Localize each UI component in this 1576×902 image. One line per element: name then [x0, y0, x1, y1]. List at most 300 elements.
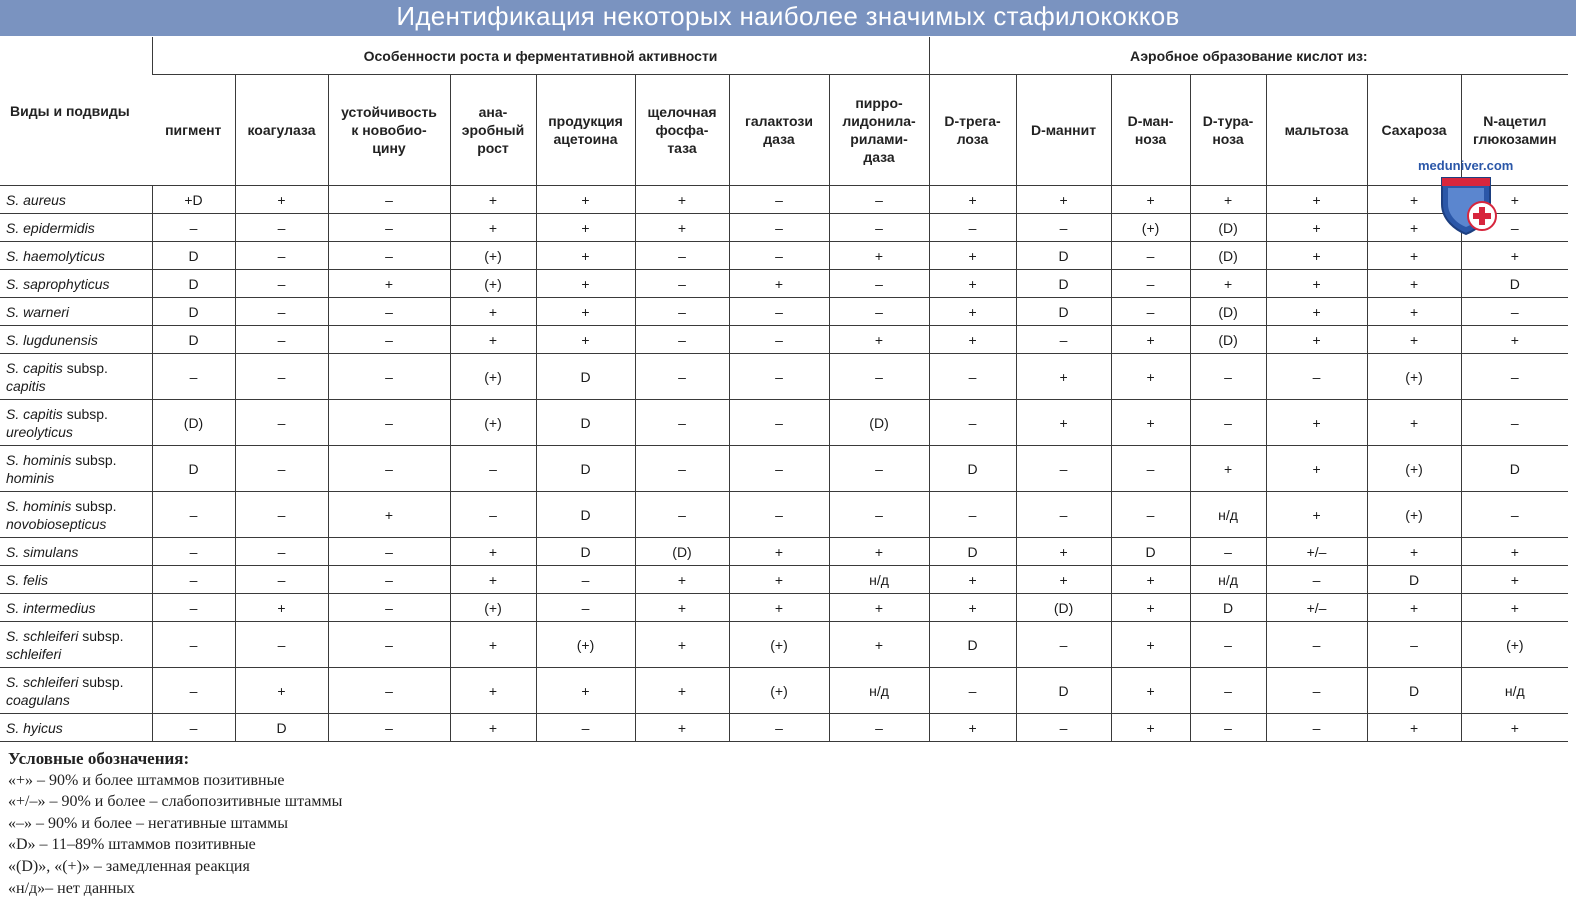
table-cell: + — [929, 594, 1016, 622]
table-cell: + — [729, 594, 829, 622]
column-header-line: лоза — [956, 131, 989, 147]
species-name-cell — [0, 400, 152, 446]
table-cell: + — [450, 186, 536, 214]
table-cell: +/– — [1266, 594, 1367, 622]
table-cell: – — [328, 668, 450, 714]
table-cell: – — [1461, 492, 1568, 538]
table-cell: + — [536, 242, 635, 270]
table-cell: – — [829, 214, 929, 242]
table-cell: + — [1111, 566, 1190, 594]
table-cell: + — [235, 594, 328, 622]
table-cell: D — [536, 538, 635, 566]
table-cell: D — [1016, 668, 1111, 714]
table-cell: + — [1461, 538, 1568, 566]
table-cell: – — [235, 492, 328, 538]
column-header-line: ноза — [1212, 131, 1244, 147]
table-cell: + — [829, 538, 929, 566]
table-cell: – — [1461, 298, 1568, 326]
table-cell: + — [450, 566, 536, 594]
species-name-cell — [0, 270, 152, 298]
table-cell: D — [152, 270, 235, 298]
table-cell: – — [829, 270, 929, 298]
table-cell: + — [929, 714, 1016, 742]
species-name-cell — [0, 594, 152, 622]
table-cell: + — [536, 668, 635, 714]
table-cell: – — [729, 214, 829, 242]
table-cell: D — [152, 298, 235, 326]
table-cell: – — [929, 492, 1016, 538]
table-cell: + — [1367, 538, 1461, 566]
table-cell: – — [1190, 714, 1266, 742]
table-cell: – — [328, 566, 450, 594]
table-cell: D — [1367, 566, 1461, 594]
table-cell: – — [1367, 622, 1461, 668]
table-cell: – — [929, 400, 1016, 446]
growth-group-header: Особенности роста и ферментативной активности — [152, 37, 929, 75]
table-cell: (+) — [1367, 354, 1461, 400]
table-cell: + — [1461, 714, 1568, 742]
species-name-cell — [0, 714, 152, 742]
subspecies-marker: subsp. — [75, 497, 117, 514]
species-name: S. haemolyticus — [6, 247, 105, 264]
column-header-line: D-тура- — [1202, 113, 1254, 129]
table-cell: D — [1367, 668, 1461, 714]
table-cell: – — [328, 446, 450, 492]
table-cell: – — [1016, 492, 1111, 538]
species-name-cell — [0, 566, 152, 594]
column-header — [152, 75, 235, 186]
page-title-banner — [0, 0, 1576, 36]
table-cell: – — [235, 270, 328, 298]
species-name-cell — [0, 668, 152, 714]
column-header — [635, 75, 729, 186]
table-cell: (D) — [635, 538, 729, 566]
column-header — [536, 75, 635, 186]
table-cell: (+) — [450, 242, 536, 270]
legend-line: «+/–» – 90% и более – слабопозитивные штаммы — [8, 793, 343, 811]
table-cell: – — [1016, 714, 1111, 742]
table-cell: + — [829, 622, 929, 668]
table-cell: +/– — [1266, 538, 1367, 566]
table-cell: + — [635, 668, 729, 714]
table-cell: – — [729, 298, 829, 326]
table-cell: (D) — [1190, 298, 1266, 326]
subspecies-marker: subsp. — [66, 405, 108, 422]
table-row — [0, 242, 1568, 270]
species-name: S. capitis — [6, 405, 63, 422]
table-cell: + — [1367, 298, 1461, 326]
table-cell: + — [1016, 186, 1111, 214]
species-name: S. aureus — [6, 191, 66, 208]
table-cell: + — [635, 594, 729, 622]
table-cell: – — [235, 446, 328, 492]
species-name: S. epidermidis — [6, 219, 95, 236]
table-cell: + — [1111, 326, 1190, 354]
table-cell: – — [729, 492, 829, 538]
subspecies-name: coagulans — [6, 691, 70, 708]
table-cell: D — [536, 492, 635, 538]
subspecies-marker: subsp. — [75, 451, 117, 468]
table-row — [0, 354, 1568, 400]
table-row — [0, 668, 1568, 714]
column-header-line: устойчивость — [341, 104, 437, 120]
table-cell: + — [729, 566, 829, 594]
table-cell: + — [1016, 538, 1111, 566]
table-row — [0, 186, 1568, 214]
table-cell: + — [1266, 400, 1367, 446]
table-cell: + — [635, 566, 729, 594]
staphylococci-table — [0, 37, 1568, 742]
table-cell: – — [1190, 538, 1266, 566]
table-cell: – — [328, 298, 450, 326]
table-cell: – — [536, 594, 635, 622]
table-cell: + — [1111, 714, 1190, 742]
table-cell: – — [1111, 492, 1190, 538]
table-cell: – — [729, 242, 829, 270]
subspecies-name: capitis — [6, 377, 46, 394]
column-header-line: D-маннит — [1030, 122, 1097, 138]
table-cell: (+) — [1111, 214, 1190, 242]
table-cell: + — [450, 714, 536, 742]
table-cell: D — [536, 400, 635, 446]
species-name: S. felis — [6, 571, 49, 588]
table-cell: (D) — [1190, 326, 1266, 354]
table-row — [0, 326, 1568, 354]
table-cell: (+) — [1367, 446, 1461, 492]
table-cell: – — [729, 400, 829, 446]
table-cell: D — [536, 446, 635, 492]
table-cell: + — [536, 298, 635, 326]
table-cell: – — [829, 492, 929, 538]
species-name-cell — [0, 214, 152, 242]
table-cell: – — [328, 714, 450, 742]
column-header-line: рост — [477, 140, 509, 156]
table-cell: – — [235, 566, 328, 594]
legend — [8, 748, 342, 899]
column-header-line: N-ацетил — [1483, 113, 1547, 129]
table-cell: – — [829, 298, 929, 326]
column-header-line: коагулаза — [247, 122, 316, 138]
table-cell: – — [328, 354, 450, 400]
table-cell: + — [635, 186, 729, 214]
column-header-line: фосфа- — [655, 122, 709, 138]
column-header-line: D-ман- — [1127, 113, 1174, 129]
table-cell: н/д — [1461, 668, 1568, 714]
species-name-cell — [0, 354, 152, 400]
table-cell: + — [1111, 400, 1190, 446]
column-header — [1190, 75, 1266, 186]
table-cell: + — [829, 242, 929, 270]
table-cell: – — [235, 538, 328, 566]
table-cell: + — [1266, 214, 1367, 242]
table-cell: + — [1016, 354, 1111, 400]
column-header — [829, 75, 929, 186]
table-cell: (+) — [729, 622, 829, 668]
table-cell: D — [929, 622, 1016, 668]
table-cell: – — [235, 326, 328, 354]
page-title: Идентификация некоторых наиболее значимых стафилококков — [396, 1, 1180, 31]
table-cell: + — [1266, 298, 1367, 326]
table-cell: (+) — [729, 668, 829, 714]
column-header — [1266, 75, 1367, 186]
column-header-line: даза — [763, 131, 795, 147]
table-cell: + — [1367, 186, 1461, 214]
species-name-cell — [0, 538, 152, 566]
table-cell: – — [829, 354, 929, 400]
shield-cross-icon — [1438, 174, 1508, 238]
species-name-cell — [0, 242, 152, 270]
table-cell: + — [1266, 270, 1367, 298]
table-cell: – — [729, 326, 829, 354]
table-cell: + — [1461, 566, 1568, 594]
column-header-line: продукция — [548, 113, 623, 129]
table-cell: н/д — [829, 668, 929, 714]
table-cell: – — [1266, 714, 1367, 742]
table-cell: + — [1266, 326, 1367, 354]
table-cell: – — [635, 242, 729, 270]
table-cell: – — [152, 594, 235, 622]
table-cell: н/д — [1190, 492, 1266, 538]
table-cell: + — [1016, 400, 1111, 446]
table-cell: – — [235, 400, 328, 446]
table-cell: – — [1266, 668, 1367, 714]
table-cell: D — [1111, 538, 1190, 566]
table-cell: + — [1266, 492, 1367, 538]
table-cell: D — [235, 714, 328, 742]
table-cell: – — [235, 298, 328, 326]
column-header — [1111, 75, 1190, 186]
subspecies-marker: subsp. — [66, 359, 108, 376]
table-cell: н/д — [1190, 566, 1266, 594]
table-cell: + — [328, 270, 450, 298]
table-cell: – — [536, 566, 635, 594]
table-cell: – — [729, 446, 829, 492]
table-cell: – — [328, 214, 450, 242]
table-cell: (+) — [536, 622, 635, 668]
table-cell: + — [1111, 668, 1190, 714]
table-cell: – — [536, 714, 635, 742]
table-cell: + — [1111, 354, 1190, 400]
watermark — [1414, 158, 1524, 238]
table-cell: – — [1266, 354, 1367, 400]
table-cell: (D) — [829, 400, 929, 446]
column-header-line: щелочная — [647, 104, 717, 120]
species-name: S. schleiferi — [6, 627, 79, 644]
subspecies-name: hominis — [6, 469, 55, 486]
table-cell: – — [729, 714, 829, 742]
table-cell: + — [829, 594, 929, 622]
table-cell: D — [152, 446, 235, 492]
column-header-line: даза — [863, 149, 895, 165]
table-row — [0, 400, 1568, 446]
column-header-line: мальтоза — [1284, 122, 1349, 138]
species-name: S. schleiferi — [6, 673, 79, 690]
column-header-line: глюкозамин — [1473, 131, 1557, 147]
species-name: S. hyicus — [6, 719, 63, 736]
table-cell: + — [729, 270, 829, 298]
column-header-line: D-трега- — [944, 113, 1001, 129]
legend-line: «–» – 90% и более – негативные штаммы — [8, 814, 289, 832]
table-cell: (+) — [1461, 622, 1568, 668]
table-cell: D — [1190, 594, 1266, 622]
table-cell: + — [929, 566, 1016, 594]
column-header — [1016, 75, 1111, 186]
table-cell: – — [829, 446, 929, 492]
species-name: S. saprophyticus — [6, 275, 110, 292]
table-cell: – — [152, 214, 235, 242]
table-cell: – — [829, 714, 929, 742]
table-cell: – — [635, 354, 729, 400]
table-cell: + — [450, 326, 536, 354]
column-header-line: таза — [667, 140, 697, 156]
table-cell: – — [1266, 622, 1367, 668]
table-cell: (+) — [450, 400, 536, 446]
subspecies-marker: subsp. — [82, 627, 124, 644]
table-cell: – — [1016, 622, 1111, 668]
subspecies-marker: subsp. — [82, 673, 124, 690]
table-cell: D — [1461, 446, 1568, 492]
table-cell: D — [929, 538, 1016, 566]
table-cell: + — [1367, 594, 1461, 622]
table-cell: + — [929, 326, 1016, 354]
table-cell: – — [235, 214, 328, 242]
table-row — [0, 270, 1568, 298]
table-cell: + — [1266, 242, 1367, 270]
table-cell: + — [635, 622, 729, 668]
table-cell: + — [1367, 270, 1461, 298]
table-cell: – — [1111, 242, 1190, 270]
table-cell: – — [829, 186, 929, 214]
table-cell: + — [829, 326, 929, 354]
legend-line: «н/д»– нет данных — [8, 879, 135, 897]
table-cell: – — [235, 354, 328, 400]
table-cell: – — [328, 400, 450, 446]
table-cell: + — [536, 214, 635, 242]
column-header-line: ноза — [1134, 131, 1167, 147]
table-cell: + — [729, 538, 829, 566]
table-cell: + — [1461, 242, 1568, 270]
table-cell: (D) — [152, 400, 235, 446]
table-cell: + — [1016, 566, 1111, 594]
table-cell: + — [1111, 186, 1190, 214]
species-name: S. intermedius — [6, 599, 96, 616]
table-cell: + — [1111, 594, 1190, 622]
table-cell: – — [235, 622, 328, 668]
table-cell: (+) — [450, 270, 536, 298]
table-cell: – — [635, 446, 729, 492]
table-cell: – — [635, 400, 729, 446]
table-cell: – — [152, 538, 235, 566]
table-cell: D — [1016, 242, 1111, 270]
table-cell: – — [1111, 270, 1190, 298]
table-row — [0, 622, 1568, 668]
table-cell: – — [152, 354, 235, 400]
table-cell: – — [635, 326, 729, 354]
column-header-line: лидонила- — [842, 113, 916, 129]
species-column-header: Виды и подвиды — [0, 37, 152, 186]
table-cell: + — [1266, 186, 1367, 214]
column-header-line: к новобио- — [351, 122, 427, 138]
table-cell: – — [729, 186, 829, 214]
table-cell: – — [929, 214, 1016, 242]
table-cell: + — [1461, 326, 1568, 354]
table-cell: + — [1190, 186, 1266, 214]
table-cell: (+) — [450, 594, 536, 622]
species-name: S. hominis — [6, 497, 72, 514]
watermark-text: meduniver.com — [1418, 158, 1514, 173]
table-cell: D — [536, 354, 635, 400]
subspecies-name: schleiferi — [6, 645, 62, 662]
table-cell: – — [1190, 668, 1266, 714]
table-cell: – — [328, 622, 450, 668]
table-cell: D — [152, 326, 235, 354]
table-cell: – — [1111, 446, 1190, 492]
table-cell: – — [929, 354, 1016, 400]
table-cell: + — [1367, 326, 1461, 354]
table-cell: – — [1461, 400, 1568, 446]
legend-title: Условные обозначения: — [8, 749, 190, 768]
table-cell: – — [1111, 298, 1190, 326]
table-cell: – — [328, 186, 450, 214]
table-row — [0, 446, 1568, 492]
species-name-cell — [0, 186, 152, 214]
table-cell: – — [729, 354, 829, 400]
acids-group-header: Аэробное образование кислот из: — [929, 37, 1568, 75]
table-cell: + — [536, 186, 635, 214]
table-cell: + — [1190, 270, 1266, 298]
table-cell: – — [929, 668, 1016, 714]
table-cell: + — [450, 214, 536, 242]
table-cell: (D) — [1190, 214, 1266, 242]
column-header-line: галактози — [745, 113, 813, 129]
table-cell: – — [450, 492, 536, 538]
species-name-cell — [0, 446, 152, 492]
table-cell: + — [1367, 242, 1461, 270]
table-cell: – — [235, 242, 328, 270]
table-cell: + — [635, 214, 729, 242]
column-header-line: цину — [372, 140, 406, 156]
subspecies-name: novobiosepticus — [6, 515, 107, 532]
table-cell: + — [1367, 714, 1461, 742]
table-cell: – — [152, 566, 235, 594]
table-cell: + — [1266, 446, 1367, 492]
species-name: S. lugdunensis — [6, 331, 98, 348]
table-cell: – — [1016, 446, 1111, 492]
table-row — [0, 298, 1568, 326]
species-name-cell — [0, 298, 152, 326]
table-cell: – — [1190, 622, 1266, 668]
table-cell: н/д — [829, 566, 929, 594]
table-cell: + — [1367, 214, 1461, 242]
table-cell: D — [1461, 270, 1568, 298]
table-cell: – — [635, 298, 729, 326]
table-cell: D — [1016, 298, 1111, 326]
column-header-line: Сахароза — [1381, 122, 1447, 138]
table-cell: – — [635, 270, 729, 298]
table-cell: – — [1266, 566, 1367, 594]
table-cell: + — [450, 668, 536, 714]
table-cell: D — [1016, 270, 1111, 298]
species-name-cell — [0, 492, 152, 538]
table-cell: – — [328, 594, 450, 622]
table-cell: + — [450, 622, 536, 668]
column-header-line: ацетоина — [553, 131, 618, 147]
table-row — [0, 714, 1568, 742]
species-name: S. hominis — [6, 451, 72, 468]
column-header — [328, 75, 450, 186]
table-cell: + — [929, 186, 1016, 214]
table-row — [0, 566, 1568, 594]
